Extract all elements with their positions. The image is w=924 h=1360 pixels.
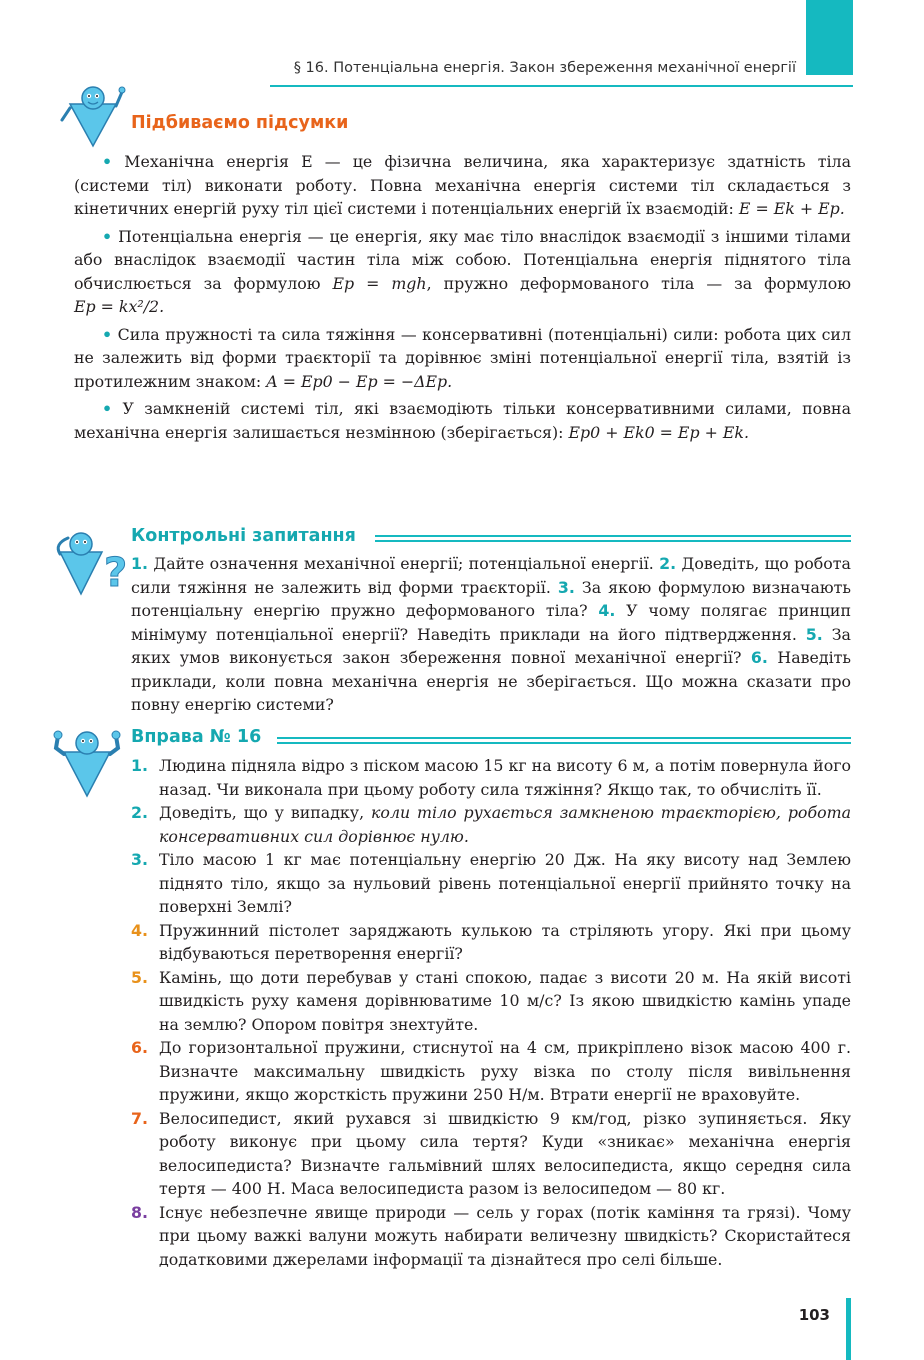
- exercise-item: 4. Пружинний пістолет заряджають кулькою та стріляють угору. Які при цьому відбуваються перетворення енергії?: [131, 920, 851, 963]
- bullet-icon: •: [102, 152, 113, 171]
- page-number-rule: [846, 1298, 851, 1360]
- question-text: Дайте означення механічної енергії; потенціальної енергії.: [153, 554, 654, 573]
- question-text: Наведіть приклади, коли повна механічна енергія не зберігається. Що можна сказати про повну енергію системи?: [131, 648, 851, 714]
- summary-item: • У замкненій системі тіл, які взаємодіють тільки консервативними силами, повна механічна енергія залишається незмінною (зберігається): Ep0 + Ek0 = Ep + Ek.: [74, 399, 851, 442]
- question-text: У чому полягає принцип мінімуму потенціальної енергії? Наведіть приклади на його підтвердження.: [131, 601, 851, 644]
- question-number: 6.: [750, 648, 768, 667]
- question-number: 5.: [805, 624, 823, 644]
- questions-title-rule: [375, 535, 851, 542]
- exercise-number: 4.: [131, 920, 148, 940]
- mascot-strong-icon: [52, 728, 122, 804]
- bullet-icon: •: [102, 226, 113, 246]
- running-header: § 16. Потенціальна енергія. Закон збереження механічної енергії: [293, 60, 796, 76]
- exercise-number: 1.: [131, 756, 148, 775]
- exercise-item: 5. Камінь, що доти перебував у стані спокою, падає з висоти 20 м. На якій висоті швидкість руху каменя дорівнюватиме 10 м/с? Із якою швидкістю камінь упаде на землю? Опором повітря знехтуйте.: [131, 967, 851, 1034]
- exercise-item: 1. Людина підняла відро з піском масою 15 кг на висоту 6 м, а потім повернула його назад. Чи виконала при цьому роботу сила тяжіння? Якщо так, то обчисліть її.: [131, 756, 851, 799]
- svg-text:?: ?: [104, 550, 128, 596]
- summary-body: [74, 150, 851, 448]
- question-text: За якою формулою визначають потенціальну енергію пружно деформованого тіла?: [131, 577, 852, 620]
- question-text: Доведіть, що робота сили тяжіння не залежить від форми траєкторії.: [131, 554, 851, 597]
- exercise-list: [131, 754, 851, 1271]
- summary-title: Підбиваємо підсумки: [131, 113, 349, 133]
- exercise-number: 7.: [131, 1108, 148, 1128]
- mascot-thumbs-up-icon: [60, 84, 126, 154]
- bullet-icon: •: [102, 324, 113, 344]
- exercise-item: 3. Тіло масою 1 кг має потенціальну енергію 20 Дж. На яку висоту над Землею піднято тіло, якщо за нульовий рівень потенціальної енергії прийнято точку на поверхні Землі?: [131, 850, 851, 916]
- exercise-number: 6.: [131, 1038, 148, 1057]
- exercise-item: 6. До горизонтальної пружини, стиснутої на 4 см, прикріплено візок масою 400 г. Визначте максимальну швидкість руху візка по столу після вивільнення пружини, якщо жорсткість пружини 250 Н/м. Втрати енергії не враховуйте.: [131, 1038, 851, 1104]
- exercise-item: 7. Велосипедист, який рухався зі швидкістю 9 км/год, різко зупиняється. Яку роботу виконує при цьому сила тертя? Куди «зникає» механічна енергія велосипедиста? Визначте гальмівний шлях велосипедиста, якщо середня сила тертя — 400 Н. Маса велосипедиста разом із велосипедом — 80 кг.: [131, 1108, 851, 1198]
- exercise-number: 3.: [131, 850, 148, 869]
- exercise-number: 5.: [131, 967, 148, 987]
- page-number: 103: [798, 1306, 830, 1324]
- summary-item: • Сила пружності та сила тяжіння — консервативні (потенціальні) сили: робота цих сил не залежить від форми траєкторії та дорівнює зміні потенціальної енергії тіла, взятій із протилежним знаком: A = Ep0 − Ep = −ΔEp.: [74, 324, 851, 391]
- summary-item: • Механічна енергія E — це фізична величина, яка характеризує здатність тіла (системи тіл) виконати роботу. Повна механічна енергія системи тіл складається з кінетичних енергій руху тіл цієї системи і потенціальних енергій їх взаємодій: E = Ek + Ep.: [74, 152, 852, 218]
- header-rule: [270, 85, 853, 87]
- question-number: 4.: [598, 601, 616, 620]
- questions-body: [131, 552, 851, 717]
- mascot-thinking-icon: [52, 530, 128, 602]
- question-number: 2.: [659, 554, 677, 573]
- corner-tab-decoration: [806, 0, 853, 75]
- exercise-title: Вправа № 16: [131, 727, 262, 747]
- summary-item: • Потенціальна енергія — це енергія, яку має тіло внаслідок взаємодії з іншими тілами або внаслідок взаємодії частин тіла між собою. Потенціальна енергія піднятого тіла обчислюється за формулою Ep = mgh, пружно деформованого тіла — за формулою Ep = kx²/2.: [74, 226, 851, 316]
- bullet-icon: •: [102, 399, 113, 418]
- exercise-number: 8.: [131, 1202, 148, 1222]
- question-number: 1.: [131, 554, 148, 573]
- exercise-item: 2. Доведіть, що у випадку, коли тіло рухається замкненою траєкторією, робота консервативних сил дорівнює нулю.: [131, 803, 851, 846]
- question-text: За яких умов виконується закон збереження повної механічної енергії?: [131, 624, 851, 667]
- exercise-item: 8. Існує небезпечне явище природи — сель у горах (потік каміння та грязі). Чому при цьому важкі валуни можуть набирати величезну швидкість? Скористайтеся додатковими джерелами інформації та дізнайтеся про селі більше.: [131, 1202, 851, 1269]
- exercise-title-rule: [277, 737, 851, 744]
- question-number: 3.: [557, 577, 575, 597]
- exercise-number: 2.: [131, 803, 148, 822]
- questions-title: Контрольні запитання: [131, 526, 356, 546]
